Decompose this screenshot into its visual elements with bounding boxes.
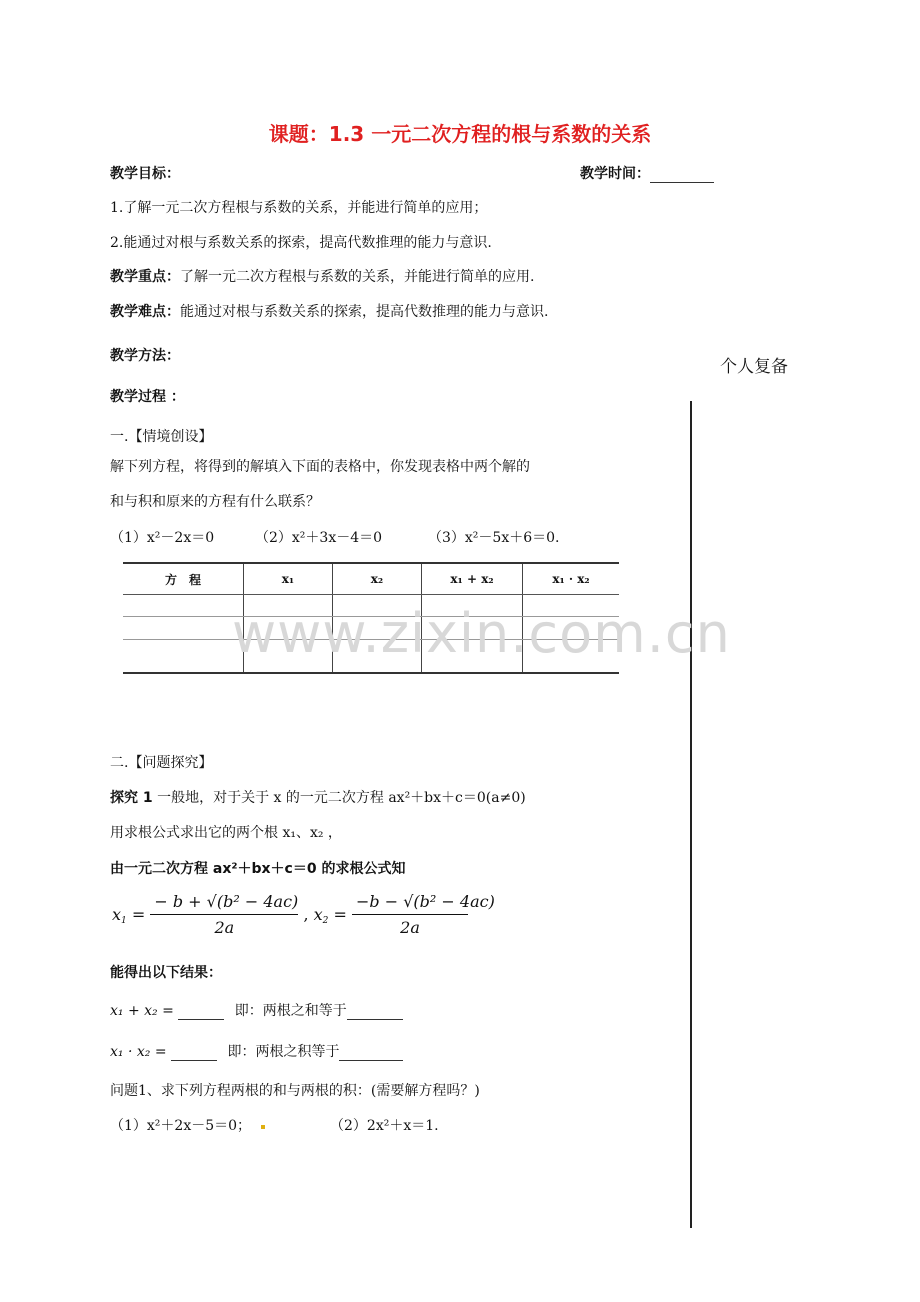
difficulty — [110, 301, 548, 321]
root-formulas — [112, 892, 495, 937]
product-expr: x₁ · x₂ = — [110, 1044, 167, 1060]
question-1: 问题1、求下列方程两根的和与两根的积：(需要解方程吗？) — [110, 1083, 480, 1099]
x2-fraction — [352, 892, 495, 937]
x2-denominator: 2a — [400, 918, 420, 937]
sum-text: 即：两根之和等于 — [234, 1003, 347, 1019]
roots-line: 用求根公式求出它的两个根 x₁、x₂ ， — [110, 825, 342, 841]
time-label-text: 教学时间： — [580, 166, 650, 182]
col-equation: 方 程 — [123, 563, 244, 595]
side-note: 个人复备 — [720, 357, 788, 377]
table-header-row — [123, 563, 619, 595]
sum-expr: x₁ + x₂ = — [110, 1003, 174, 1019]
key-point-text: 了解一元二次方程根与系数的关系，并能进行简单的应用. — [180, 269, 535, 285]
method-label: 教学方法： — [110, 348, 180, 364]
objective-2: 2.能通过对根与系数关系的探索，提高代数推理的能力与意识. — [110, 235, 492, 251]
time-label — [580, 163, 714, 183]
section1-paragraph-1: 解下列方程，将得到的解填入下面的表格中，你发现表格中两个解的 — [110, 459, 530, 475]
time-blank — [650, 168, 714, 183]
product-blank[interactable] — [171, 1046, 217, 1061]
difficulty-label: 教学难点： — [110, 304, 180, 320]
x1-label: $x_1$ = — [112, 905, 146, 926]
table-cell[interactable] — [123, 595, 244, 617]
objective-1: 1.了解一元二次方程根与系数的关系，并能进行简单的应用； — [110, 200, 488, 216]
equation-2: （2）x²＋3x－4＝0 — [255, 530, 383, 546]
key-point — [110, 266, 534, 286]
sum-blank[interactable] — [178, 1005, 224, 1020]
goal-label: 教学目标： — [110, 166, 180, 182]
col-x1: x₁ — [244, 563, 333, 595]
section2-heading: 二.【问题探究】 — [110, 755, 213, 771]
q-equation-2: （2）2x²＋x＝1. — [330, 1118, 439, 1134]
explore-line — [110, 787, 526, 807]
product-answer-blank[interactable] — [339, 1046, 403, 1061]
table-cell[interactable] — [123, 617, 244, 639]
q-equation-1: （1）x²＋2x－5＝0； — [110, 1118, 252, 1134]
page-title: 课题：1.3 一元二次方程的根与系数的关系 — [268, 122, 652, 146]
comma: , — [303, 905, 309, 924]
x1-numerator: − b + √(b² − 4ac) — [150, 892, 298, 915]
table-cell[interactable] — [123, 639, 244, 673]
difficulty-text: 能通过对根与系数关系的探索，提高代数推理的能力与意识. — [180, 304, 549, 320]
marker-dot — [261, 1125, 265, 1129]
key-point-label: 教学重点： — [110, 269, 180, 285]
watermark: www.zixin.com.cn — [232, 602, 731, 665]
col-product: x₁ · x₂ — [523, 563, 620, 595]
formula-intro: 由一元二次方程 ax²＋bx＋c＝0 的求根公式知 — [110, 861, 406, 877]
product-line — [110, 1041, 403, 1061]
section1-paragraph-2: 和与积和原来的方程有什么联系？ — [110, 494, 320, 510]
sum-answer-blank[interactable] — [347, 1005, 403, 1020]
col-sum: x₁ + x₂ — [422, 563, 523, 595]
x1-fraction — [150, 892, 298, 937]
product-text: 即：两根之积等于 — [227, 1044, 340, 1060]
section1-heading: 一.【情境创设】 — [110, 429, 213, 445]
x2-label: $x_2$ = — [313, 905, 347, 926]
sum-line — [110, 1000, 403, 1020]
explore-label: 探究 1 — [110, 790, 153, 806]
equation-1: （1）x²－2x＝0 — [110, 530, 215, 546]
col-x2: x₂ — [333, 563, 422, 595]
explore-text: 一般地，对于关于 x 的一元二次方程 ax²＋bx＋c＝0(a≠0) — [157, 790, 526, 806]
x2-numerator: −b − √(b² − 4ac) — [352, 892, 468, 915]
equation-3: （3）x²－5x＋6＝0. — [428, 530, 560, 546]
process-label: 教学过程 ： — [110, 389, 185, 405]
results-label: 能得出以下结果： — [110, 965, 222, 981]
x1-denominator: 2a — [214, 918, 235, 937]
margin-divider — [690, 401, 692, 1228]
